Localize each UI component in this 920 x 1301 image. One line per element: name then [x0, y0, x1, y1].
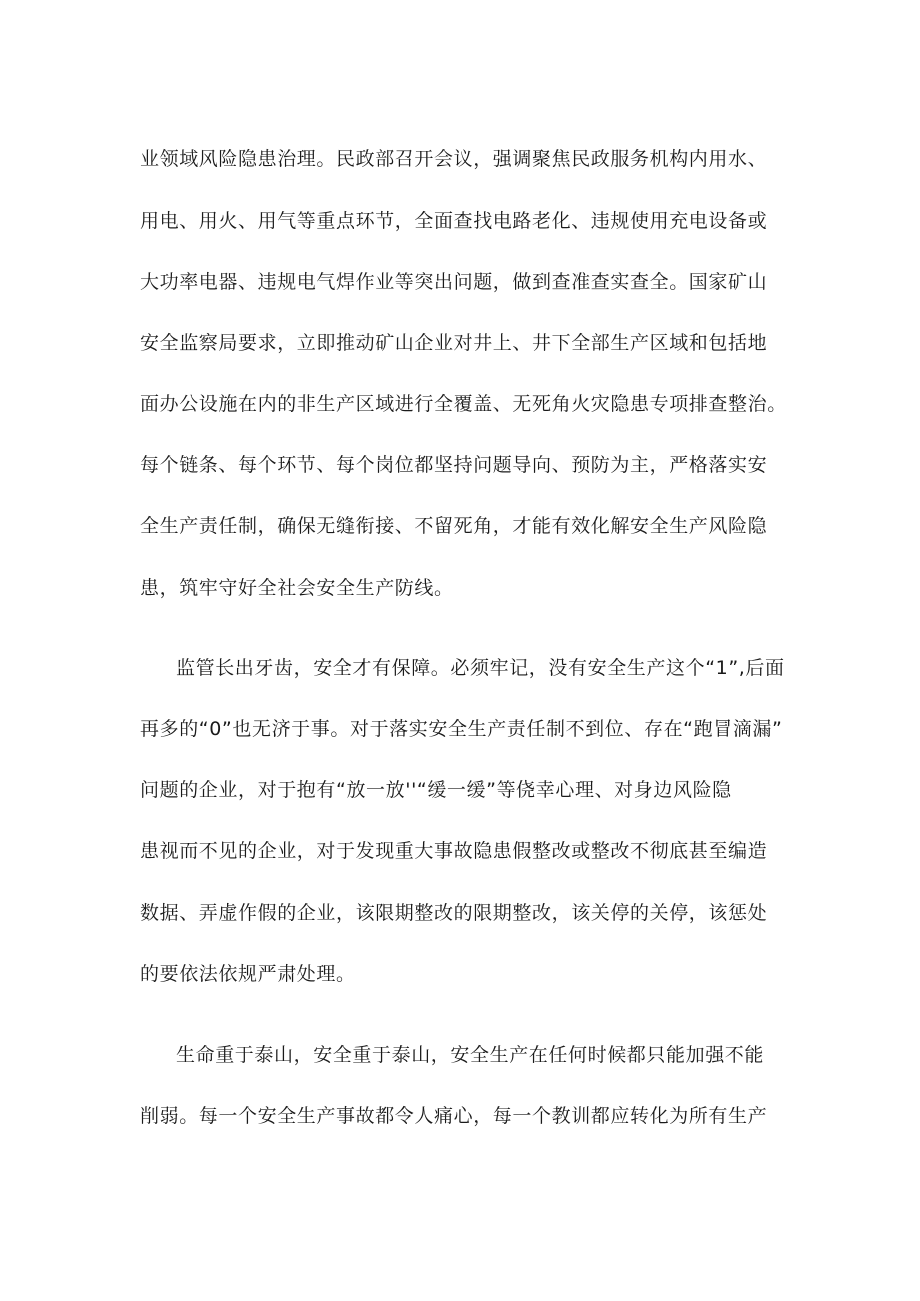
text-line: 的要依法依规严肃处理。 — [140, 963, 356, 985]
text-line: 每个链条、每个环节、每个岗位都坚持问题导向、预防为主，严格落实安 — [140, 454, 768, 476]
text-line: 全生产责任制，确保无缝衔接、不留死角，才能有效化解安全生产风险隐 — [140, 515, 768, 537]
text-line: 生命重于泰山，安全重于泰山，安全生产在任何时候都只能加强不能 — [176, 1044, 765, 1066]
text-line: 患，筑牢守好全社会安全生产防线。 — [140, 577, 454, 599]
text-line: 面办公设施在内的非生产区域进行全覆盖、无死角火灾隐患专项排查整治。 — [140, 393, 787, 415]
text-line: 用电、用火、用气等重点环节，全面查找电路老化、违规使用充电设备或 — [140, 210, 768, 232]
text-line: 患视而不见的企业，对于发现重大事故隐患假整改或整改不彻底甚至编造 — [140, 840, 768, 862]
text-line: 问题的企业，对于抱有“放一放''“缓一缓”等侥幸心理、对身边风险隐 — [140, 779, 732, 801]
text-line: 大功率电器、违规电气焊作业等突出问题，做到查准查实查全。国家矿山 — [140, 271, 768, 293]
text-line: 监管长出牙齿，安全才有保障。必须牢记，没有安全生产这个“1”,后面 — [176, 657, 785, 679]
text-line: 再多的“0”也无济于事。对于落实安全生产责任制不到位、存在“跑冒滴漏” — [140, 718, 783, 740]
text-line: 削弱。每一个安全生产事故都令人痛心，每一个教训都应转化为所有生产 — [140, 1105, 768, 1127]
text-line: 数据、弄虚作假的企业，该限期整改的限期整改，该关停的关停，该惩处 — [140, 902, 768, 924]
text-line: 业领域风险隐患治理。民政部召开会议，强调聚焦民政服务机构内用水、 — [140, 148, 768, 170]
text-line: 安全监察局要求，立即推动矿山企业对井上、井下全部生产区域和包括地 — [140, 332, 768, 354]
